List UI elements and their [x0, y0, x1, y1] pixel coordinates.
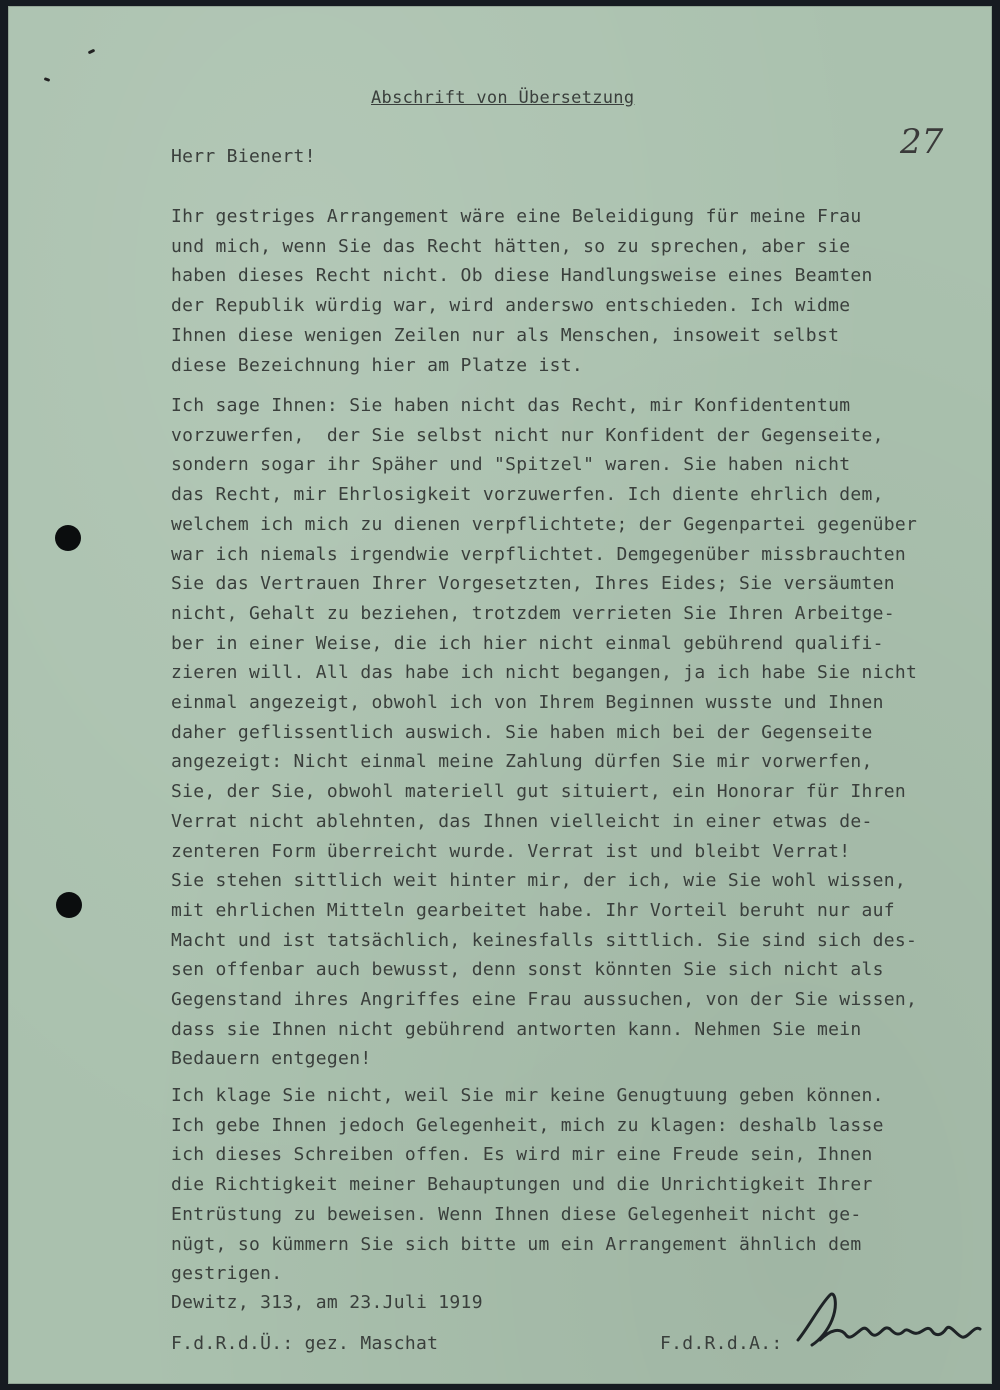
signature-translation-line: F.d.R.d.Ü.: gez. Maschat — [171, 1333, 439, 1354]
body-paragraph — [171, 202, 873, 380]
salutation: Herr Bienert! — [171, 146, 316, 167]
text-line: Macht und ist tatsächlich, keinesfalls sittlich. Sie sind sich des- — [171, 929, 918, 951]
text-line: Verrat nicht ablehnten, das Ihnen vielleicht in einer etwas de- — [171, 810, 873, 832]
signature-copy-label: F.d.R.d.A.: — [660, 1333, 783, 1354]
text-line: Gegenstand ihres Angriffes eine Frau aussuchen, von der Sie wissen, — [171, 989, 918, 1011]
handwritten-signature — [790, 1285, 990, 1365]
text-line: haben dieses Recht nicht. Ob diese Handlungsweise eines Beamten — [171, 265, 873, 287]
text-line: Sie stehen sittlich weit hinter mir, der ich, wie Sie wohl wissen, — [171, 870, 907, 892]
text-line: das Recht, mir Ehrlosigkeit vorzuwerfen. Ich diente ehrlich dem, — [171, 484, 884, 506]
text-line: Bedauern entgegen! — [171, 1048, 372, 1070]
punch-hole-bottom — [56, 892, 82, 918]
text-line: Ich sage Ihnen: Sie haben nicht das Recht, mir Konfidententum — [171, 395, 851, 416]
text-line: und mich, wenn Sie das Recht hätten, so zu sprechen, aber sie — [171, 235, 851, 257]
text-line: sondern sogar ihr Späher und "Spitzel" waren. Sie haben nicht — [171, 454, 851, 476]
text-line: Ich klage Sie nicht, weil Sie mir keine Genugtuung geben können. — [171, 1085, 884, 1106]
text-line: diese Bezeichnung hier am Platze ist. — [171, 354, 584, 376]
text-line: mit ehrlichen Mitteln gearbeitet habe. Ihr Vorteil beruht nur auf — [171, 899, 895, 921]
text-line: Ihr gestriges Arrangement wäre eine Beleidigung für meine Frau — [171, 206, 862, 227]
ink-mark — [44, 77, 51, 82]
text-line: zieren will. All das habe ich nicht begangen, ja ich habe Sie nicht — [171, 662, 918, 684]
document-title: Abschrift von Übersetzung — [371, 88, 635, 108]
body-paragraph — [171, 1081, 884, 1289]
page-number: 27 — [900, 122, 944, 162]
text-line: gestrigen. — [171, 1263, 283, 1285]
text-line: angezeigt: Nicht einmal meine Zahlung dürfen Sie mir vorwerfen, — [171, 751, 873, 773]
ink-mark — [88, 49, 96, 55]
text-line: zenteren Form überreicht wurde. Verrat ist und bleibt Verrat! — [171, 840, 851, 862]
body-paragraph — [171, 391, 917, 1074]
text-line: der Republik würdig war, wird anderswo entschieden. Ich widme — [171, 295, 851, 317]
text-line: Ich gebe Ihnen jedoch Gelegenheit, mich zu klagen: deshalb lasse — [171, 1114, 884, 1136]
text-line: daher geflissentlich auswich. Sie haben mich bei der Gegenseite — [171, 721, 873, 743]
text-line: ber in einer Weise, die ich hier nicht einmal gebührend qualifi- — [171, 632, 884, 654]
text-line: ich dieses Schreiben offen. Es wird mir eine Freude sein, Ihnen — [171, 1144, 873, 1166]
text-line: dass sie Ihnen nicht gebührend antworten kann. Nehmen Sie mein — [171, 1018, 862, 1040]
text-line: Entrüstung zu beweisen. Wenn Ihnen diese Gelegenheit nicht ge- — [171, 1203, 862, 1225]
text-line: Ihnen diese wenigen Zeilen nur als Menschen, insoweit selbst — [171, 324, 840, 346]
text-line: sen offenbar auch bewusst, denn sonst könnten Sie sich nicht als — [171, 959, 884, 981]
text-line: nügt, so kümmern Sie sich bitte um ein Arrangement ähnlich dem — [171, 1233, 862, 1255]
punch-hole-top — [55, 525, 81, 551]
text-line: welchem ich mich zu dienen verpflichtete; der Gegenpartei gegenüber — [171, 513, 918, 535]
place-and-date: Dewitz, 313, am 23.Juli 1919 — [171, 1292, 483, 1313]
text-line: einmal angezeigt, obwohl ich von Ihrem Beginnen wusste und Ihnen — [171, 692, 884, 714]
text-line: Sie das Vertrauen Ihrer Vorgesetzten, Ihres Eides; Sie versäumten — [171, 573, 895, 595]
text-line: die Richtigkeit meiner Behauptungen und die Unrichtigkeit Ihrer — [171, 1174, 873, 1196]
text-line: war ich niemals irgendwie verpflichtet. Demgegenüber missbrauchten — [171, 543, 907, 565]
text-line: nicht, Gehalt zu beziehen, trotzdem verrieten Sie Ihren Arbeitge- — [171, 602, 895, 624]
text-line: vorzuwerfen, der Sie selbst nicht nur Konfident der Gegenseite, — [171, 424, 884, 446]
text-line: Sie, der Sie, obwohl materiell gut situiert, ein Honorar für Ihren — [171, 781, 907, 803]
